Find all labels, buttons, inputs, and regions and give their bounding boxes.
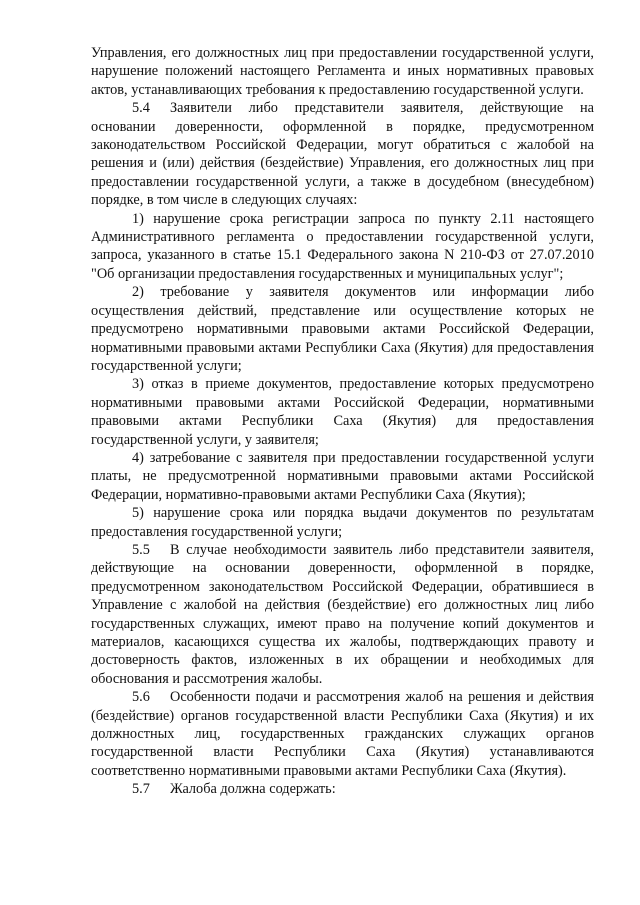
section-number: 5.4 [132, 100, 150, 117]
list-item-3: 3) отказ в приеме документов, предоставление которых предусмотрено нормативными правовыми актами Российской Федерации, нормативными правовыми актами Республики Саха (Якутия) для предоставления государственной услуги, у заявителя; [91, 376, 594, 448]
section-text: Особенности подачи и рассмотрения жалоб на решения и действия (бездействие) органов государственной власти Республики Саха (Якутия) и их должностных лиц, государственных гражданских служащих органов государственной власти Республики Саха (Якутия) устанавливаются соответственно нормативными правовыми актами Республики Саха (Якутия). [91, 689, 594, 779]
section-text: Жалоба должна содержать: [170, 781, 336, 798]
paragraph-continuation: Управления, его должностных лиц при предоставлении государственной услуги, нарушение положений настоящего Регламента и иных нормативных правовых актов, устанавливающих требования к предоставлению государственной услуги. [91, 45, 594, 98]
list-item-4: 4) затребование с заявителя при предоставлении государственной услуги платы, не предусмотренной нормативными правовыми актами Российской Федерации, нормативно-правовыми актами Республики Саха (Якутия); [91, 449, 594, 503]
list-item-5: 5) нарушение срока или порядка выдачи документов по результатам предоставления государственной услуги; [91, 505, 594, 540]
section-number: 5.7 [132, 781, 150, 798]
section-5-7 [91, 780, 594, 798]
list-item-2: 2) требование у заявителя документов или информации либо осуществления действий, представление или осуществление которых не предусмотрено нормативными правовыми актами Российской Федерации, нормативными правовыми актами Республики Саха (Якутия) для предоставления государственной услуги; [91, 284, 594, 374]
section-number: 5.5 [132, 541, 150, 558]
section-text: Заявители либо представители заявителя, действующие на основании доверенности, оформленной в порядке, предусмотренном законодательством Российской Федерации, могут обратиться с жалобой на решения и (или) действия (бездействие) Управления, его должностных лиц при предоставлении государственной услуги, а также в досудебном (внесудебном) порядке, в том числе в следующих случаях: [91, 100, 594, 209]
section-5-5 [91, 541, 594, 688]
section-text: В случае необходимости заявитель либо представители заявителя, действующие на основании доверенности, оформленной в порядке, предусмотренном законодательством Российской Федерации, обратившиеся в Управление с жалобой на действия (бездействие) его должностных лиц либо государственных служащих, имеют право на получение копий документов и материалов, касающихся существа их жалобы, подтверждающих правоту и достоверность фактов, изложенных в их обращении и необходимых для обоснования и рассмотрения жалобы. [91, 541, 594, 687]
section-5-6 [91, 688, 594, 780]
section-5-4 [91, 99, 594, 209]
section-number: 5.6 [132, 689, 150, 706]
list-item-1: 1) нарушение срока регистрации запроса по пункту 2.11 настоящего Административного регламента о предоставлении государственной услуги, запроса, указанного в статье 15.1 Федерального закона N 210-ФЗ от 27.07.2010 "Об организации предоставления государственных и муниципальных услуг"; [91, 210, 594, 282]
